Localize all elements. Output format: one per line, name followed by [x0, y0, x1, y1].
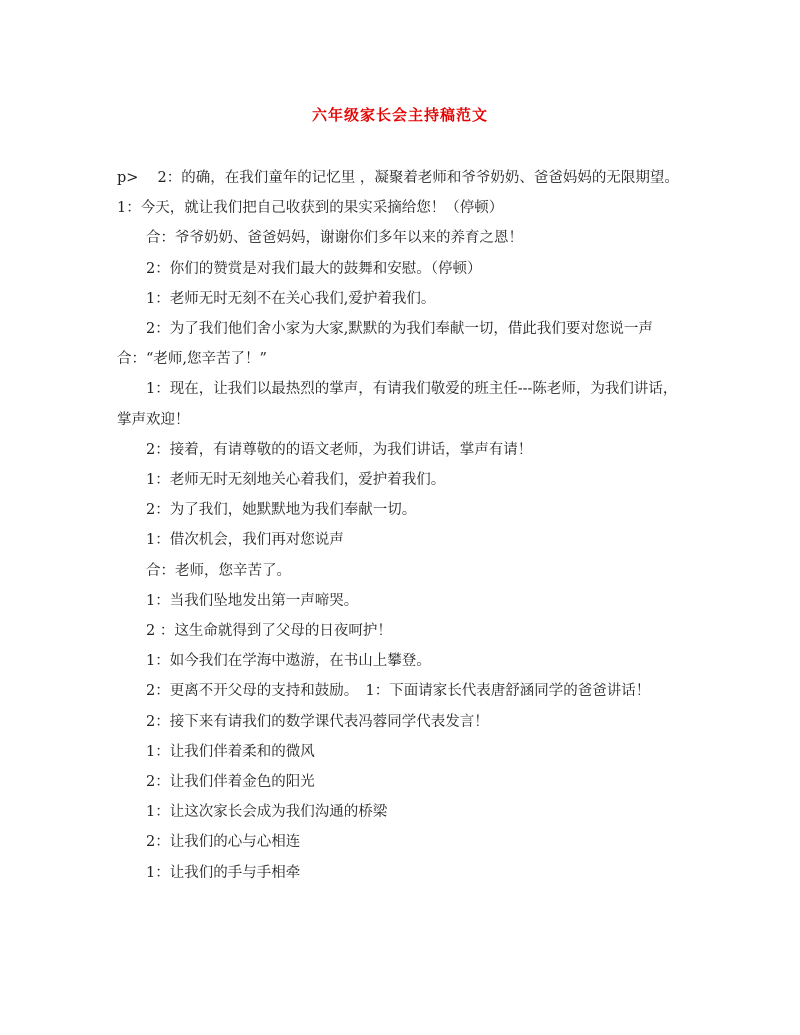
paragraph: 1：让我们伴着柔和的微风 [146, 743, 315, 760]
paragraph: 2 ：这生命就得到了父母的日夜呵护！ [146, 623, 392, 640]
paragraph: 1：让我们的手与手相牵 [146, 864, 301, 881]
paragraph: 1：老师无时无刻不在关心我们,爱护着我们。 [146, 290, 436, 307]
paragraph: 2：你们的赞赏是对我们最大的鼓舞和安慰。（停顿） [146, 260, 482, 277]
paragraph: p> 2：的确，在我们童年的记忆里 ，凝聚着老师和爷爷奶奶、爸爸妈妈的无限期望。 1：今天，就让我们把自己收获到的果实采摘给您！（停顿） [117, 170, 687, 217]
document-body [117, 163, 685, 888]
paragraph: 2：接下来有请我们的数学课代表冯蓉同学代表发言！ [146, 713, 489, 730]
paragraph: 1：当我们坠地发出第一声啼哭。 [146, 592, 359, 609]
paragraph: 1：借次机会，我们再对您说声 [146, 532, 344, 549]
paragraph: 合：爷爷奶奶、爸爸妈妈，谢谢你们多年以来的养育之恩！ [146, 230, 523, 247]
paragraph: 2：接着，有请尊敬的的语文老师，为我们讲话，掌声有请！ [146, 441, 533, 458]
paragraph: 1：现在，让我们以最热烈的掌声，有请我们敬爱的班主任---陈老师，为我们讲话，掌声欢迎！ [117, 381, 678, 428]
paragraph: 2：更离不开父母的支持和鼓励。 1：下面请家长代表唐舒涵同学的爸爸讲话！ [146, 683, 651, 700]
document-title: 六年级家长会主持稿范文 [311, 106, 488, 124]
paragraph: 1：如今我们在学海中遨游，在书山上攀登。 [146, 653, 431, 670]
paragraph: 2：为了我们，她默默地为我们奉献一切。 [146, 502, 417, 519]
paragraph: 1：让这次家长会成为我们沟通的桥梁 [146, 804, 388, 821]
paragraph: 2：让我们伴着金色的阳光 [146, 774, 315, 791]
paragraph: 2：让我们的心与心相连 [146, 834, 301, 851]
paragraph: 合：老师，您辛苦了。 [146, 562, 291, 579]
paragraph: 1：老师无时无刻地关心着我们，爱护着我们。 [146, 472, 446, 489]
paragraph: 2：为了我们他们舍小家为大家,默默的为我们奉献一切，借此我们要对您说一声 合：“老师,您辛苦了！” [117, 321, 668, 368]
